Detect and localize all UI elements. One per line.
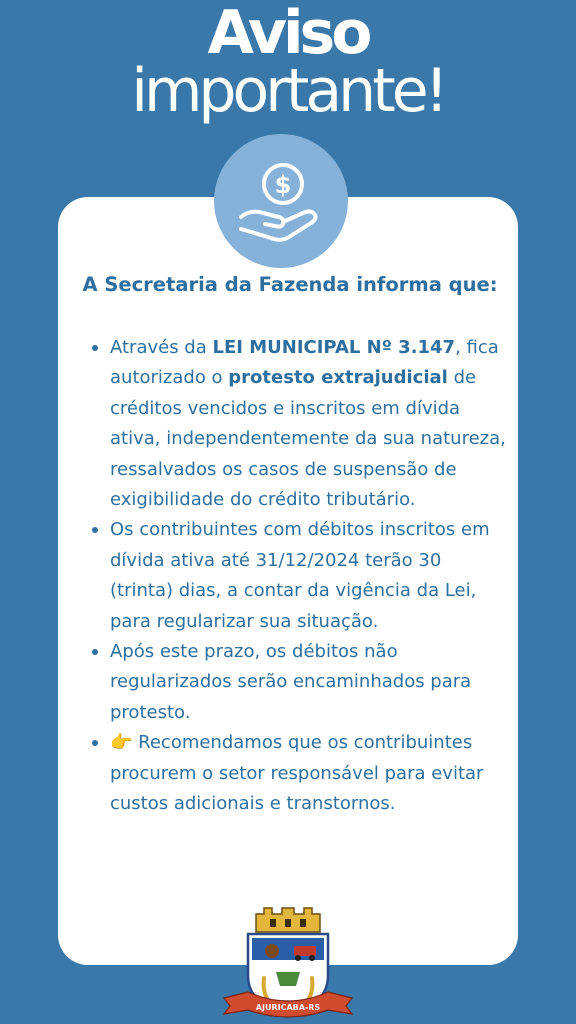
title-line1: Aviso xyxy=(207,0,369,68)
coat-of-arms xyxy=(218,906,358,1022)
crest-ribbon-text: AJURICABA-RS xyxy=(255,1003,321,1012)
list-item xyxy=(86,637,506,728)
item-text: , fica autorizado o xyxy=(110,337,499,389)
notice-list xyxy=(86,333,506,820)
item-text: Através da xyxy=(110,337,213,358)
list-item xyxy=(86,333,506,515)
list-item xyxy=(86,515,506,637)
icon-circle xyxy=(214,134,348,268)
svg-text:$: $ xyxy=(274,171,292,199)
item-bold-text: LEI MUNICIPAL Nº 3.147 xyxy=(212,337,456,358)
item-text: de créditos vencidos e inscritos em dívida ativa, independentemente da sua natureza, ressalvados os casos de suspensão de exigibilidade do crédito tributário. xyxy=(110,367,506,511)
list-item xyxy=(86,728,506,819)
item-text: Após este prazo, os débitos não regularizados serão encaminhados para protesto. xyxy=(110,641,472,723)
item-text: Recomendamos que os contribuintes procurem o setor responsável para evitar custos adicionais e transtornos. xyxy=(110,732,484,815)
pointing-hand-icon: 👉 xyxy=(110,732,133,754)
notice-heading: A Secretaria da Fazenda informa que: xyxy=(82,273,498,296)
title-line2: importante! xyxy=(131,56,445,126)
item-bold-text: protesto extrajudicial xyxy=(228,367,448,389)
money-hand-icon xyxy=(231,151,331,251)
item-text: Os contribuintes com débitos inscritos em dívida ativa até 31/12/2024 terão 30 (trinta) dias, a contar da vigência da Lei, para regularizar sua situação. xyxy=(110,519,490,632)
